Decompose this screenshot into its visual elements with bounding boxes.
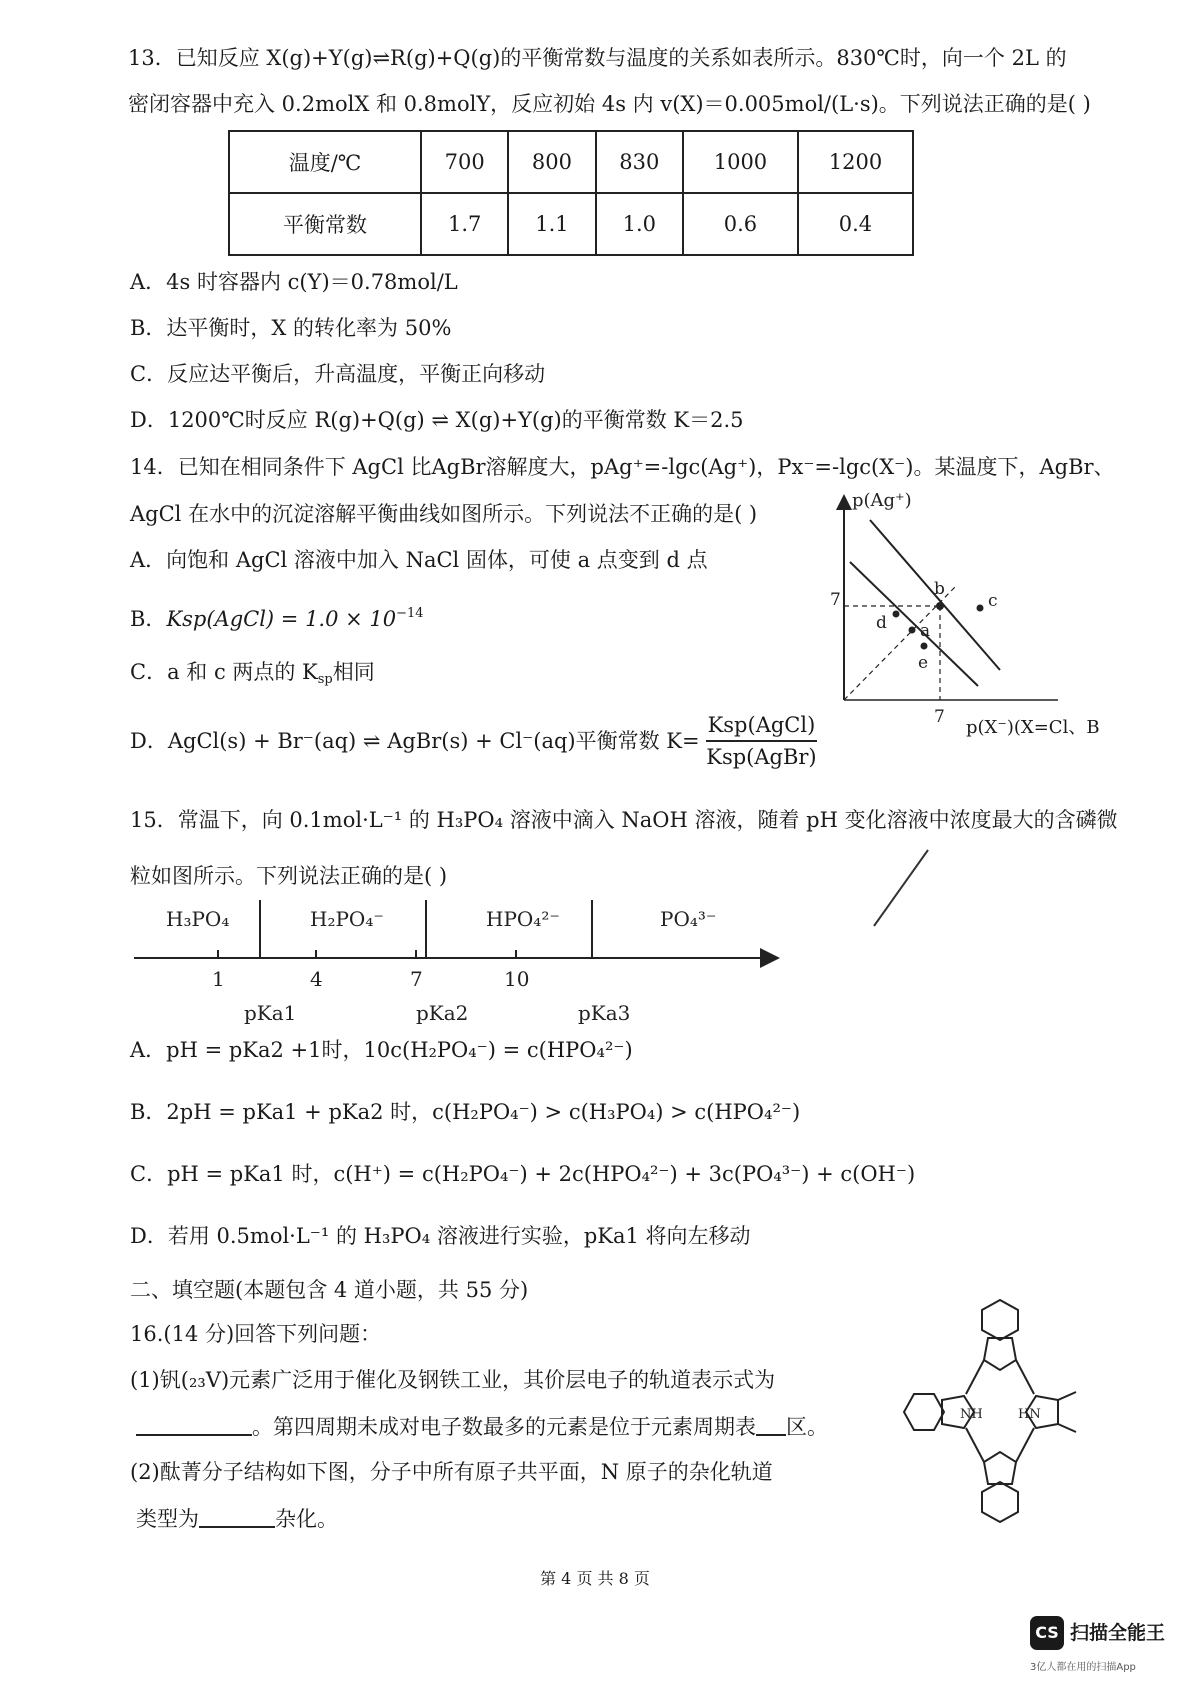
- phthalocyanine-structure: [900, 1296, 1100, 1526]
- q14-option-a: A．向饱和 AgCl 溶液中加入 NaCl 固体，可使 a 点变到 d 点: [130, 548, 708, 572]
- q16-part2-line1: (2)酞菁分子结构如下图，分子中所有原子共平面，N 原子的杂化轨道: [130, 1460, 773, 1484]
- answer-blank[interactable]: [756, 1412, 786, 1436]
- point-c: [977, 605, 984, 612]
- fraction-numerator: Ksp(AgCl): [706, 710, 816, 742]
- table-cell: 1000: [683, 131, 798, 193]
- q13-option-c: C．反应达平衡后，升高温度，平衡正向移动: [130, 362, 546, 386]
- q15-option-a: A．pH = pKa2 +1时，10c(H₂PO₄⁻) = c(HPO₄²⁻): [130, 1038, 633, 1062]
- q16-heading: 16.(14 分)回答下列问题：: [130, 1322, 382, 1346]
- equilibrium-table: [228, 130, 914, 256]
- q16-part1-line2: [136, 1412, 828, 1441]
- point-a-label: a: [920, 621, 931, 641]
- q15-option-c: C．pH = pKa1 时，c(H⁺) = c(H₂PO₄⁻) + 2c(HPO₄²⁻) + 3c(PO₄³⁻) + c(OH⁻): [130, 1162, 916, 1186]
- table-cell: 1.0: [596, 193, 683, 255]
- table-cell: 800: [508, 131, 595, 193]
- table-cell: 1200: [798, 131, 913, 193]
- answer-blank[interactable]: [199, 1504, 275, 1528]
- q15-option-b: B．2pH = pKa1 + pKa2 时，c(H₂PO₄⁻) > c(H₃PO₄) > c(HPO₄²⁻): [130, 1100, 801, 1124]
- watermark-name: 扫描全能王: [1070, 1622, 1166, 1644]
- species-h3po4: H₃PO₄: [166, 907, 230, 931]
- q13-stem-line2: 密闭容器中充入 0.2molX 和 0.8molY，反应初始 4s 内 v(X)＝0.005mol/(L·s)。下列说法正确的是( ): [128, 92, 1091, 116]
- ksp-exponent: −14: [396, 606, 424, 621]
- q13-option-b: B．达平衡时，X 的转化率为 50%: [130, 316, 452, 340]
- pka3-label: pKa3: [578, 1001, 631, 1025]
- ksp-expression: Ksp(AgCl) = 1.0 × 10: [166, 607, 397, 631]
- q15-stem-line2: 粒如图所示。下列说法正确的是( ): [130, 864, 448, 888]
- x-axis-label: p(X⁻)(X=Cl、B: [966, 717, 1100, 738]
- tick-label-7: 7: [410, 967, 423, 991]
- point-c-label: c: [988, 591, 998, 611]
- point-a: [909, 627, 916, 634]
- table-row: [229, 131, 913, 193]
- tick-x-7: 7: [934, 707, 945, 727]
- tick-y-7: 7: [830, 590, 841, 610]
- mol-label-hn: HN: [1018, 1407, 1041, 1422]
- q14-option-b-label: B．: [130, 607, 167, 631]
- table-cell: 830: [596, 131, 683, 193]
- pka1-label: pKa1: [244, 1001, 297, 1025]
- q14-stem-line2: AgCl 在水中的沉淀溶解平衡曲线如图所示。下列说法不正确的是( ): [130, 502, 758, 526]
- curve-agbr: [850, 562, 978, 686]
- point-e: [921, 643, 928, 650]
- q15-option-d: D．若用 0.5mol·L⁻¹ 的 H₃PO₄ 溶液进行实验，pKa1 将向左移动: [130, 1224, 751, 1248]
- table-cell: 0.4: [798, 193, 913, 255]
- table-cell: 0.6: [683, 193, 798, 255]
- species-h2po4: H₂PO₄⁻: [310, 907, 384, 931]
- q14-option-c-post: 相同: [332, 660, 375, 684]
- q14-option-b: [130, 600, 424, 633]
- ksp-subscript: sp: [317, 672, 333, 687]
- point-d: [893, 611, 900, 618]
- answer-blank[interactable]: [136, 1412, 252, 1436]
- table-cell: 700: [421, 131, 508, 193]
- species-hpo4: HPO₄²⁻: [486, 907, 560, 931]
- q14-stem-line1: 14．已知在相同条件下 AgCl 比AgBr溶解度大，pAg⁺=-lgc(Ag⁺)，Px⁻=-lgc(X⁻)。某温度下，AgBr、: [130, 455, 1115, 479]
- q14-option-d-text: D．AgCl(s) + Br⁻(aq) ⇌ AgBr(s) + Cl⁻(aq)平衡常数 K=: [130, 729, 700, 753]
- cs-logo-icon: CS: [1030, 1616, 1064, 1650]
- scanner-watermark: [1030, 1616, 1180, 1676]
- point-d-label: d: [876, 613, 887, 633]
- q16-part2-line2: [136, 1504, 338, 1533]
- solubility-graph: [830, 490, 1090, 730]
- y-axis-label: p(Ag⁺): [852, 490, 912, 511]
- fraction-denominator: Ksp(AgBr): [706, 745, 817, 769]
- table-header-temp: 温度/℃: [229, 131, 421, 193]
- watermark-tagline: 3亿人都在用的扫描App: [1030, 1662, 1136, 1673]
- pka2-label: pKa2: [416, 1001, 469, 1025]
- q16-part1-end: 区。: [786, 1415, 828, 1439]
- q14-option-d: [130, 710, 817, 772]
- q16-part2-post: 杂化。: [275, 1507, 338, 1531]
- q15-stem-line1: 15．常温下，向 0.1mol·L⁻¹ 的 H₃PO₄ 溶液中滴入 NaOH 溶液，随着 pH 变化溶液中浓度最大的含磷微: [130, 808, 1118, 832]
- q13-option-a: A．4s 时容器内 c(Y)＝0.78mol/L: [130, 270, 458, 294]
- q13-option-d: D．1200℃时反应 R(g)+Q(g) ⇌ X(g)+Y(g)的平衡常数 K＝2.5: [130, 408, 744, 432]
- q16-part1-line1: (1)钒(₂₃V)元素广泛用于催化及钢铁工业，其价层电子的轨道表示式为: [130, 1368, 776, 1392]
- pka-number-line: [130, 896, 790, 1046]
- species-po4: PO₄³⁻: [660, 907, 717, 931]
- point-e-label: e: [918, 653, 929, 673]
- tick-label-10: 10: [504, 967, 530, 991]
- page-footer: 第 4 页 共 8 页: [540, 1569, 650, 1588]
- scan-mark: [868, 846, 948, 936]
- q16-part2-pre: 类型为: [136, 1507, 199, 1531]
- point-b: [936, 602, 944, 610]
- mol-label-nh: NH: [960, 1407, 983, 1422]
- section-title: 二、填空题(本题包含 4 道小题，共 55 分): [130, 1278, 529, 1302]
- q13-stem-line1: 13．已知反应 X(g)+Y(g)⇌R(g)+Q(g)的平衡常数与温度的关系如表所示。830℃时，向一个 2L 的: [128, 46, 1067, 70]
- q14-option-c: [130, 658, 375, 694]
- table-header-k: 平衡常数: [229, 193, 421, 255]
- tick-label-1: 1: [212, 967, 225, 991]
- table-cell: 1.1: [508, 193, 595, 255]
- table-row: [229, 193, 913, 255]
- q16-part1-text: 。第四周期未成对电子数最多的元素是位于元素周期表: [252, 1415, 756, 1439]
- table-cell: 1.7: [421, 193, 508, 255]
- point-b-label: b: [934, 579, 945, 599]
- ksp-fraction: [706, 710, 816, 772]
- tick-label-4: 4: [310, 967, 323, 991]
- q14-option-c-text: C．a 和 c 两点的 K: [130, 660, 318, 684]
